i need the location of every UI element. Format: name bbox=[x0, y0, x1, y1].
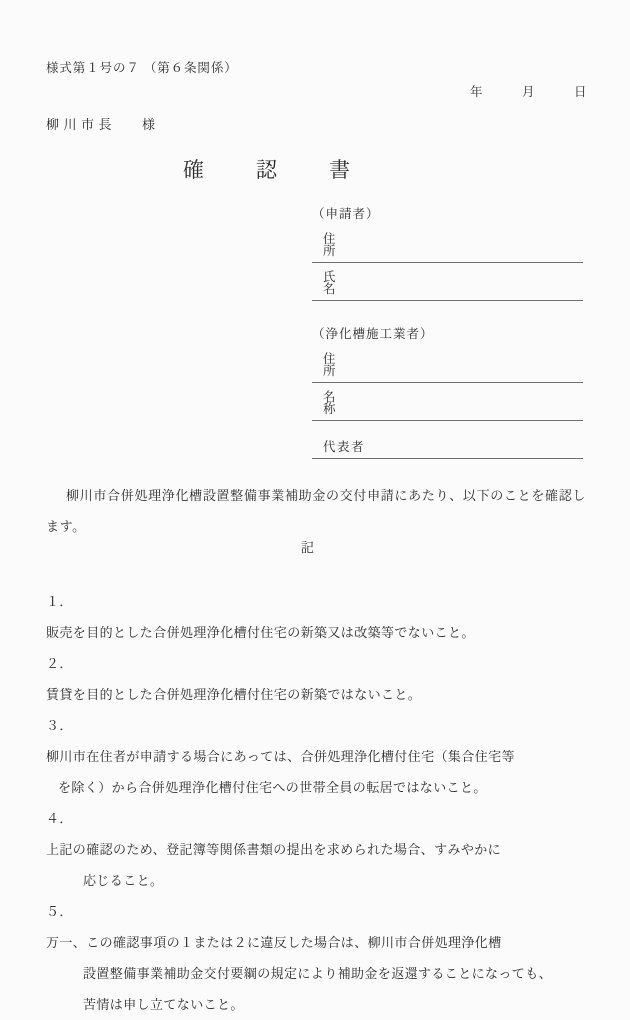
date-line bbox=[470, 86, 587, 99]
contractor-company-label: 名 称 bbox=[323, 389, 371, 416]
clause-line: 賃貸を目的とした合併処理浄化槽付住宅の新築ではないこと。 bbox=[46, 687, 422, 702]
clause-item bbox=[46, 803, 606, 896]
applicant-name-label: 氏 名 bbox=[323, 269, 371, 296]
clause-body bbox=[46, 617, 606, 648]
addressee bbox=[46, 118, 155, 131]
contractor-representative-label: 代表者 bbox=[323, 440, 366, 454]
date-year-label: 年 bbox=[470, 85, 483, 99]
clause-line: 上記の確認のため、登記簿等関係書類の提出を求められた場合、すみやかに bbox=[46, 842, 502, 857]
applicant-block-heading: （申請者） bbox=[312, 207, 380, 221]
form-number: 様式第１号の７ （第６条関係） bbox=[46, 61, 238, 75]
contractor-representative-row[interactable] bbox=[312, 435, 583, 459]
date-month-label: 月 bbox=[522, 85, 535, 99]
clause-line: 柳川市在住者が申請する場合にあっては、合併処理浄化槽付住宅（集合住宅等 bbox=[46, 749, 515, 764]
clause-body bbox=[46, 834, 606, 896]
page-title: 確認書 bbox=[183, 158, 402, 182]
clause-number: １． bbox=[46, 594, 73, 609]
contractor-block-heading: （浄化槽施工業者） bbox=[312, 327, 434, 341]
clause-body bbox=[46, 741, 606, 803]
clause-item bbox=[46, 648, 606, 710]
ki-mark: 記 bbox=[301, 540, 315, 555]
addressee-name: 柳川市長 bbox=[46, 117, 117, 132]
date-day-label: 日 bbox=[574, 85, 587, 99]
clause-item bbox=[46, 710, 606, 803]
clause-line: 応じること。 bbox=[83, 873, 164, 888]
clause-item bbox=[46, 896, 606, 1020]
applicant-signature-block bbox=[312, 208, 583, 301]
body-paragraph: 柳川市合併処理浄化槽設置整備事業補助金の交付申請にあたり、以下のことを確認します。 bbox=[46, 488, 586, 534]
clause-number: ３． bbox=[46, 718, 73, 733]
applicant-address-row[interactable] bbox=[312, 231, 583, 263]
clause-list bbox=[46, 586, 606, 1020]
contractor-address-label: 住 所 bbox=[323, 351, 371, 378]
applicant-name-value[interactable] bbox=[374, 296, 583, 300]
clause-number: ２． bbox=[46, 656, 73, 671]
clause-body bbox=[46, 679, 606, 710]
applicant-name-row[interactable] bbox=[312, 269, 583, 301]
clause-item bbox=[46, 586, 606, 648]
clause-line: を除く）から合併処理浄化槽付住宅への世帯全員の転居ではないこと。 bbox=[58, 780, 487, 795]
clause-line: 設置整備事業補助金交付要綱の規定により補助金を返還することになっても、 bbox=[83, 966, 553, 981]
contractor-representative-value[interactable] bbox=[374, 454, 583, 458]
clause-number: ４． bbox=[46, 811, 73, 826]
applicant-address-value[interactable] bbox=[374, 258, 583, 262]
contractor-address-row[interactable] bbox=[312, 351, 583, 383]
contractor-signature-block bbox=[312, 328, 583, 459]
contractor-company-row[interactable] bbox=[312, 389, 583, 421]
contractor-address-value[interactable] bbox=[374, 378, 583, 382]
clause-line: 万一、この確認事項の１または２に違反した場合は、柳川市合併処理浄化槽 bbox=[46, 935, 502, 950]
contractor-company-value[interactable] bbox=[374, 416, 583, 420]
clause-line: 販売を目的とした合併処理浄化槽付住宅の新築又は改築等でないこと。 bbox=[46, 625, 475, 640]
applicant-address-label: 住 所 bbox=[323, 231, 371, 258]
clause-line: 苦情は申し立てないこと。 bbox=[83, 997, 244, 1012]
clause-body bbox=[46, 927, 606, 1020]
addressee-honorific: 様 bbox=[142, 117, 156, 132]
clause-number: ５． bbox=[46, 904, 73, 919]
